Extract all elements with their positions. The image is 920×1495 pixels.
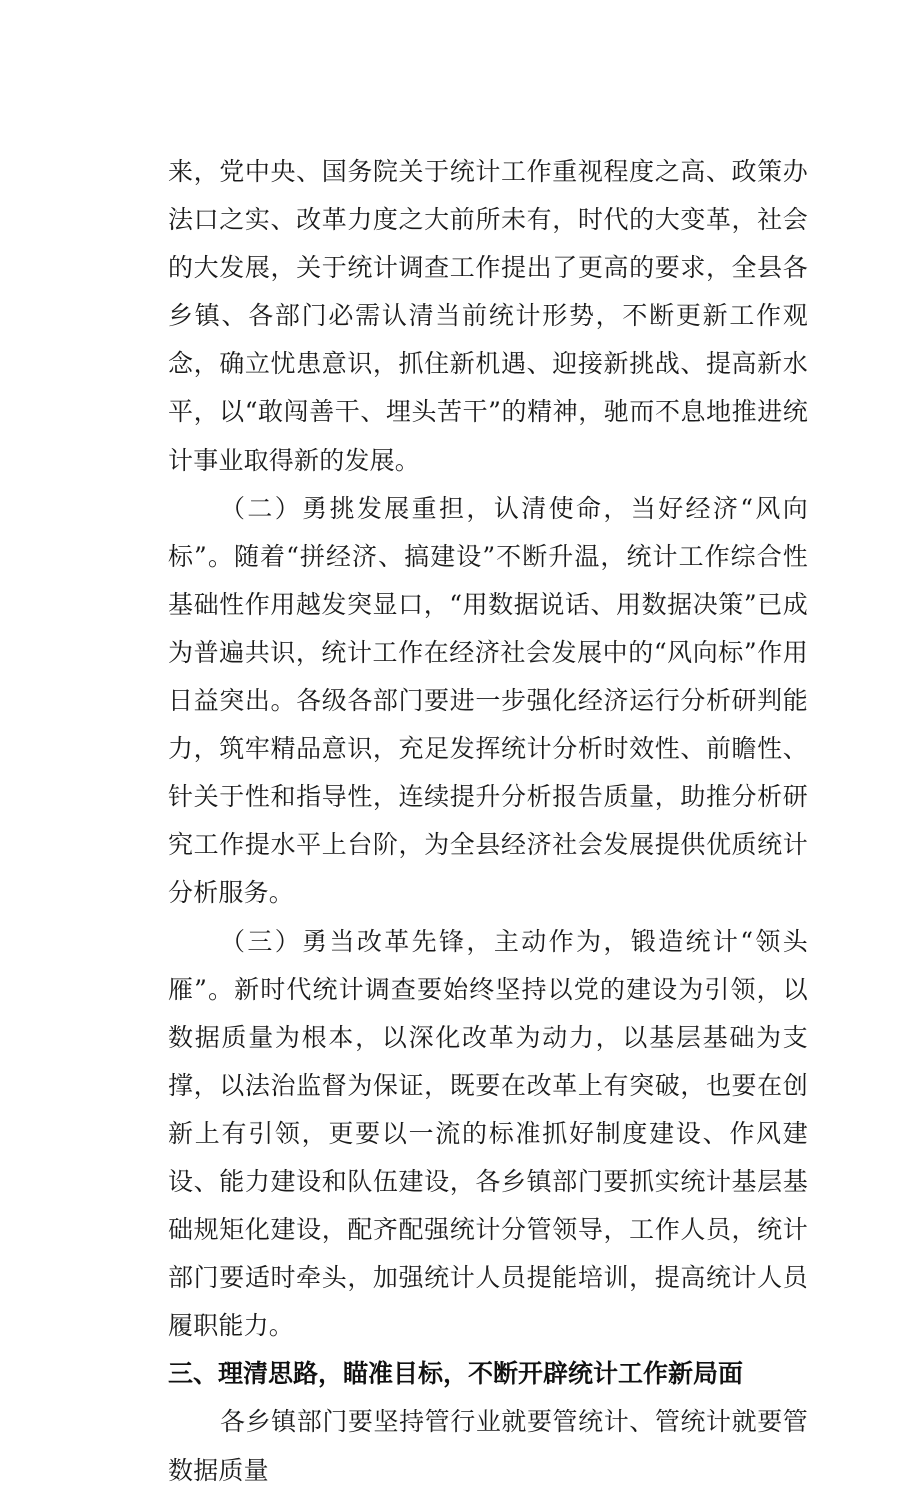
section-heading-3: 三、理清思路，瞄准目标，不断开辟统计工作新局面 [168, 1359, 744, 1389]
paragraph-section-3: （三）勇当改革先锋，主动作为，锻造统计“领头雁”。新时代统计调查要始终坚持以党的建设为引领，以数据质量为根本，以深化改革为动力，以基层基础为支撑，以法治监督为保证，既要在改革上有突破，也要在创新上有引领，更要以一流的标准抓好制度建设、作风建设、能力建设和队伍建设，各乡镇部门要抓实统计基层基础规矩化建设，配齐配强统计分管领导，工作人员，统计部门要适时牵头，加强统计人员提能培训，提高统计人员履职能力。 [168, 926, 808, 1341]
paragraph-section-3-body: 各乡镇部门要坚持管行业就要管统计、管统计就要管数据质量 [168, 1407, 808, 1485]
paragraph-section-2: （二）勇挑发展重担，认清使命，当好经济“风向标”。随着“拼经济、搞建设”不断升温，统计工作综合性基础性作用越发突显口，“用数据说话、用数据决策”已成为普遍共识，统计工作在经济社会发展中的“风向标”作用日益突出。各级各部门要进一步强化经济运行分析研判能力，筑牢精品意识，充足发挥统计分析时效性、前瞻性、针关于性和指导性，连续提升分析报告质量，助推分析研究工作提水平上台阶，为全县经济社会发展提供优质统计分析服务。 [168, 493, 808, 908]
document-body [168, 148, 808, 1495]
paragraph-continuation: 来，党中央、国务院关于统计工作重视程度之高、政策办法口之实、改革力度之大前所未有，时代的大变革，社会的大发展，关于统计调查工作提出了更高的要求，全县各乡镇、各部门必需认清当前统计形势，不断更新工作观念，确立忧患意识，抓住新机遇、迎接新挑战、提高新水平，以“敢闯善干、埋头苦干”的精神，驰而不息地推进统计事业取得新的发展。 [168, 157, 808, 475]
